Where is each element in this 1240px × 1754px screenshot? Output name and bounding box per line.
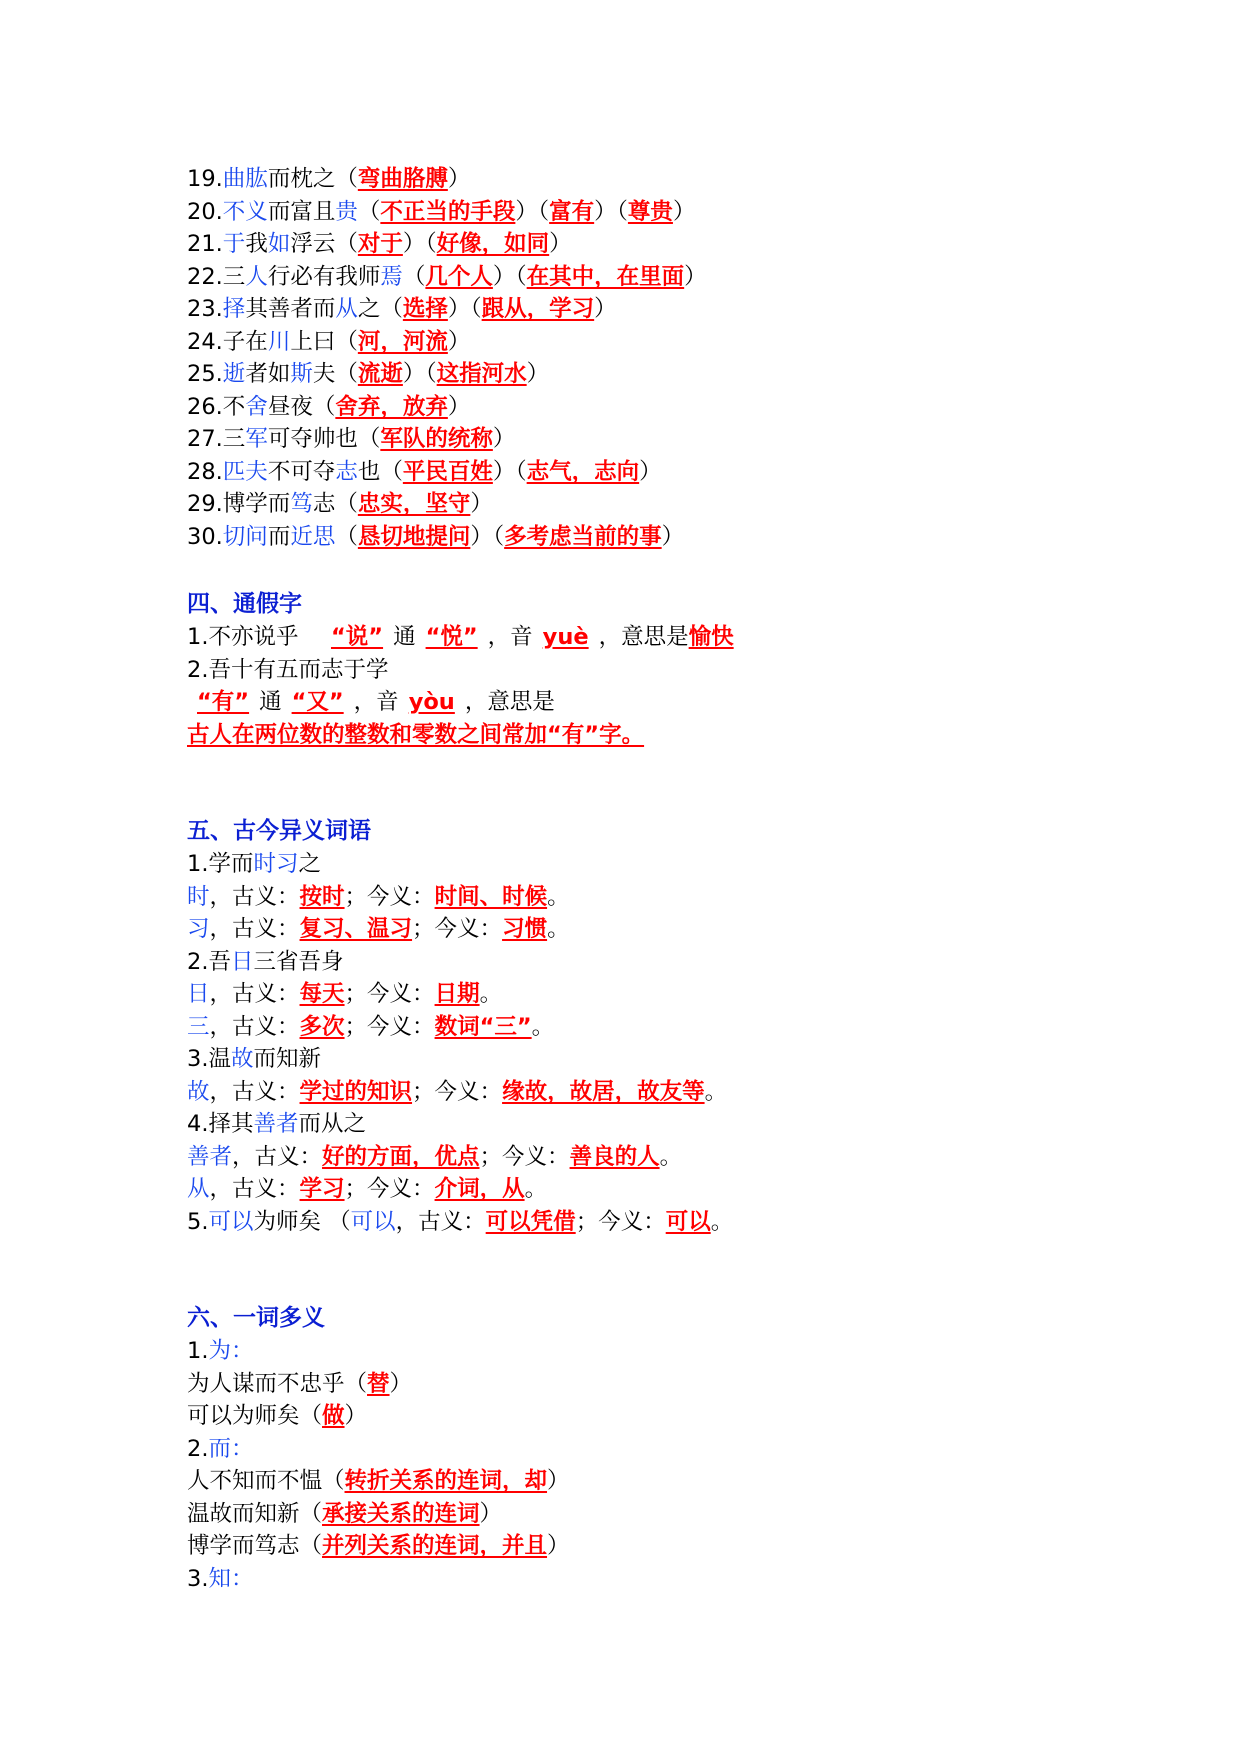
spacer (187, 751, 1087, 814)
text: 为师矣 （ (253, 1208, 351, 1235)
answer: 善良的人 (569, 1143, 660, 1170)
key-term: 故 (187, 1078, 210, 1105)
key-term: 人 (245, 263, 268, 290)
answer: 河，河流 (357, 328, 448, 355)
text: ） (684, 263, 707, 290)
answer: 可以凭借 (485, 1208, 576, 1235)
duoyi-word-1 (187, 1335, 1087, 1368)
text: ，音 (487, 624, 533, 650)
text: 3.温 (187, 1046, 231, 1072)
key-term: 笃 (290, 491, 313, 517)
text: 之（ (357, 296, 403, 322)
text: 昼夜（ (267, 393, 336, 420)
text: 三省吾身 (253, 948, 344, 975)
item-number: 24. (187, 328, 223, 355)
text: 。 (547, 883, 570, 910)
item-number: 20. (187, 198, 223, 225)
key-term: 善者 (253, 1111, 299, 1137)
text: ，古义： (209, 883, 300, 910)
text: ） (547, 1533, 570, 1559)
text: 2.吾 (187, 948, 231, 975)
answer: 恳切地提问 (357, 523, 471, 550)
text: 而枕之（ (267, 166, 358, 192)
text: ，古义： (209, 981, 300, 1007)
text: ） (594, 296, 617, 322)
key-term: 择 (222, 296, 246, 322)
yiyi-explain (187, 881, 1087, 914)
answer: 忠实，坚守 (357, 491, 471, 517)
key-term: 逝 (222, 361, 246, 387)
entry-21 (187, 228, 1087, 261)
entry-23 (187, 293, 1087, 326)
text: （ (335, 523, 358, 550)
text: 行必有我师 (267, 263, 381, 290)
yiyi-explain (187, 978, 1087, 1011)
answer: 不正当的手段 (380, 198, 516, 225)
text: 。 (659, 1143, 683, 1170)
key-term: 时习 (253, 851, 299, 877)
duoyi-example (187, 1368, 1087, 1401)
text: 。 (531, 1013, 555, 1040)
text: ） (389, 1370, 413, 1397)
text: ；今义： (344, 1176, 435, 1202)
answer: 介词，从 (434, 1176, 525, 1202)
text: ） (639, 458, 662, 485)
item-number: 25. (187, 361, 223, 387)
answer: 好的方面，优点 (322, 1143, 480, 1170)
text: ） (549, 231, 572, 257)
key-term: 志 (335, 458, 358, 485)
answer: 做 (322, 1403, 345, 1429)
text: 而知新 (253, 1046, 321, 1072)
answer: 富有 (549, 198, 595, 225)
key-term: 为： (208, 1338, 254, 1364)
text: 子在 (222, 328, 268, 355)
answer: 转折关系的连词，却 (344, 1468, 548, 1494)
answer: 军队的统称 (380, 426, 493, 452)
duoyi-example (187, 1400, 1087, 1433)
entry-24 (187, 326, 1087, 359)
text: 为人谋而不忠乎（ (187, 1370, 368, 1397)
text: ） (470, 491, 493, 517)
text: ） (661, 523, 685, 550)
entry-20 (187, 196, 1087, 229)
tongjia-item-1 (187, 621, 1087, 654)
yiyi-item-5 (187, 1206, 1087, 1239)
text: 4.择其 (187, 1111, 254, 1137)
duoyi-example (187, 1530, 1087, 1563)
text: 博学而 (222, 491, 291, 517)
answer: 几个人 (425, 263, 493, 290)
text: 者如 (245, 361, 291, 387)
section-heading-yici-duoyi: 六、一词多义 (187, 1305, 325, 1331)
text: ）（ (402, 231, 437, 257)
key-term: 舍 (245, 393, 268, 420)
text: ） (447, 166, 471, 192)
answer: “有” (197, 689, 250, 715)
text: ；今义： (344, 1013, 435, 1040)
text: 我 (245, 231, 268, 257)
text: ） (447, 393, 471, 420)
answer: 跟从，学习 (481, 296, 595, 322)
answer: “悦” (425, 624, 478, 650)
text: ）（ (515, 198, 550, 225)
key-term: 可以 (350, 1208, 396, 1235)
item-number: 19. (187, 166, 223, 192)
item-number: 26. (187, 393, 223, 420)
text: 上曰（ (290, 328, 358, 355)
text: 2. (187, 1435, 209, 1462)
text: ） (672, 198, 696, 225)
text: ，意思是 (598, 624, 689, 650)
key-term: 习 (187, 916, 210, 942)
text: 而 (267, 523, 291, 550)
text: 1.学而 (187, 851, 254, 877)
text: ，古义： (395, 1208, 486, 1235)
text: ） (344, 1403, 368, 1429)
section-heading-gujin-yiyi: 五、古今异义词语 (187, 818, 371, 844)
entry-29 (187, 488, 1087, 521)
spacer (187, 1238, 1087, 1301)
text: 三 (222, 426, 246, 452)
key-term: 贵 (335, 198, 358, 225)
text: ）（ (402, 361, 437, 387)
answer: 对于 (357, 231, 403, 257)
answer: 弯曲胳膊 (357, 166, 448, 192)
yiyi-explain (187, 913, 1087, 946)
key-term: 曲肱 (222, 166, 268, 192)
yiyi-item-3 (187, 1043, 1087, 1076)
text: 博学而笃志（ (187, 1533, 323, 1559)
text: ） (479, 1500, 503, 1527)
answer: 数词“三” (434, 1013, 532, 1040)
answer: 替 (367, 1370, 390, 1397)
text: 之 (298, 851, 321, 877)
key-term: 可以 (208, 1208, 254, 1235)
yiyi-explain (187, 1011, 1087, 1044)
text: ；今义： (575, 1208, 666, 1235)
tongjia-item-2-detail (187, 686, 1087, 719)
text: ） (492, 426, 516, 452)
answer: 尊贵 (627, 198, 673, 225)
key-term: 近思 (290, 523, 336, 550)
text: 其善者而 (245, 296, 336, 322)
key-term: 而： (208, 1435, 254, 1462)
answer: 学过的知识 (299, 1078, 413, 1105)
answer: “又” (291, 689, 344, 715)
text: 不 (222, 393, 246, 420)
text: ，古义： (232, 1143, 323, 1170)
entry-22 (187, 261, 1087, 294)
yiyi-explain (187, 1141, 1087, 1174)
duoyi-word-3 (187, 1563, 1087, 1596)
text: ；今义： (412, 916, 503, 942)
key-term: 焉 (380, 263, 403, 290)
text: 。 (710, 1208, 734, 1235)
text: 1. (187, 1338, 209, 1364)
answer: 习惯 (502, 916, 548, 942)
text: ）（ (470, 523, 505, 550)
text: 通 (393, 624, 416, 650)
text: （ (357, 198, 381, 225)
key-term: 斯 (290, 361, 313, 387)
answer: 古人在两位数的整数和零数之间常加“有”字。 (187, 721, 645, 748)
answer: 按时 (299, 883, 345, 910)
item-number: 30. (187, 523, 223, 550)
answer: yuè (542, 624, 589, 650)
item-number: 28. (187, 458, 223, 485)
text: 浮云（ (290, 231, 358, 257)
answer: 愉快 (688, 624, 734, 650)
item-number: 27. (187, 426, 223, 452)
answer: 承接关系的连词 (322, 1500, 480, 1527)
text: ，古义： (209, 1013, 300, 1040)
text: ；今义： (344, 981, 435, 1007)
answer: 舍弃，放弃 (335, 393, 448, 420)
answer: 在其中，在里面 (526, 263, 685, 290)
text: 通 (259, 689, 282, 715)
text: 1.不亦说乎 (187, 624, 299, 650)
text: 可以为师矣（ (187, 1403, 323, 1429)
answer: 选择 (402, 296, 448, 322)
text: ）（ (447, 296, 482, 322)
answer: 复习、温习 (299, 916, 413, 942)
text: ） (547, 1468, 570, 1494)
entry-30 (187, 521, 1087, 554)
key-term: 日 (230, 948, 254, 975)
answer: 日期 (434, 981, 480, 1007)
key-term: 三 (187, 1013, 210, 1040)
key-term: 时 (187, 883, 210, 910)
text: 3. (187, 1565, 209, 1592)
tongjia-item-2 (187, 654, 1087, 687)
answer: 多考虑当前的事 (504, 523, 662, 550)
yiyi-explain (187, 1076, 1087, 1109)
entry-26 (187, 391, 1087, 424)
entry-25 (187, 358, 1087, 391)
key-term: 匹夫 (222, 458, 268, 485)
text: 志（ (312, 491, 358, 517)
duoyi-example (187, 1498, 1087, 1531)
text: 而富且 (267, 198, 336, 225)
answer: 志气，志向 (526, 458, 640, 485)
key-term: 军 (245, 426, 268, 452)
key-term: 如 (267, 231, 291, 257)
key-term: 川 (267, 328, 291, 355)
text: 而从之 (298, 1111, 366, 1137)
item-number: 29. (187, 491, 223, 517)
key-term: 善者 (187, 1143, 233, 1170)
key-term: 从 (187, 1176, 210, 1202)
key-term: 不义 (222, 198, 268, 225)
item-number: 21. (187, 231, 223, 257)
key-term: 于 (222, 231, 246, 257)
text: 。 (524, 1176, 548, 1202)
answer: 好像，如同 (436, 231, 550, 257)
text: （ (402, 263, 426, 290)
answer: 并列关系的连词，并且 (322, 1533, 548, 1559)
spacer (187, 553, 1087, 587)
text: 。 (479, 981, 503, 1007)
answer: 流逝 (357, 361, 403, 387)
text: 温故而知新（ (187, 1500, 323, 1527)
text: 5. (187, 1208, 209, 1235)
text: ）（ (594, 198, 628, 225)
text: 三 (222, 263, 246, 290)
key-term: 知： (208, 1565, 254, 1592)
text: ，古义： (209, 1176, 300, 1202)
answer: 时间、时候 (434, 883, 548, 910)
duoyi-word-2 (187, 1433, 1087, 1466)
answer: 每天 (299, 981, 345, 1007)
answer: 多次 (299, 1013, 345, 1040)
answer: 可以 (665, 1208, 711, 1235)
text: ；今义： (412, 1078, 503, 1105)
text: 。 (704, 1078, 728, 1105)
text: 可夺帅也（ (267, 426, 381, 452)
yiyi-item-1 (187, 848, 1087, 881)
text: 。 (547, 916, 570, 942)
text: 也（ (357, 458, 403, 485)
yiyi-item-2 (187, 946, 1087, 979)
answer: yòu (408, 689, 455, 715)
item-number: 22. (187, 263, 223, 290)
answer: 平民百姓 (402, 458, 493, 485)
key-term: 切问 (222, 523, 268, 550)
text: ，音 (353, 689, 399, 715)
document-page (187, 163, 1087, 1595)
item-number: 23. (187, 296, 223, 322)
entry-28 (187, 456, 1087, 489)
yiyi-explain (187, 1173, 1087, 1206)
tongjia-item-2-meaning (187, 719, 1087, 752)
key-term: 日 (187, 981, 210, 1007)
key-term: 故 (230, 1046, 254, 1072)
answer: “说” (330, 624, 384, 650)
text: 夫（ (312, 361, 358, 387)
section-heading-tongjiazi: 四、通假字 (187, 591, 302, 617)
text: 2.吾十有五而志于学 (187, 656, 389, 683)
text: ，古义： (209, 1078, 300, 1105)
text: 人不知而不愠（ (187, 1468, 345, 1494)
answer: 学习 (299, 1176, 345, 1202)
yiyi-item-4 (187, 1108, 1087, 1141)
answer: 这指河水 (436, 361, 527, 387)
key-term: 从 (335, 296, 358, 322)
duoyi-example (187, 1465, 1087, 1498)
entry-19 (187, 163, 1087, 196)
text: ）（ (492, 263, 527, 290)
text: ，意思是 (464, 689, 555, 715)
text: ） (447, 328, 471, 355)
text: ） (526, 361, 550, 387)
entry-27 (187, 423, 1087, 456)
answer: 缘故，故居，故友等 (502, 1078, 705, 1105)
text: ，古义： (209, 916, 300, 942)
text: ；今义： (344, 883, 435, 910)
text: ；今义： (479, 1143, 570, 1170)
text: 不可夺 (267, 458, 336, 485)
text: ）（ (492, 458, 527, 485)
